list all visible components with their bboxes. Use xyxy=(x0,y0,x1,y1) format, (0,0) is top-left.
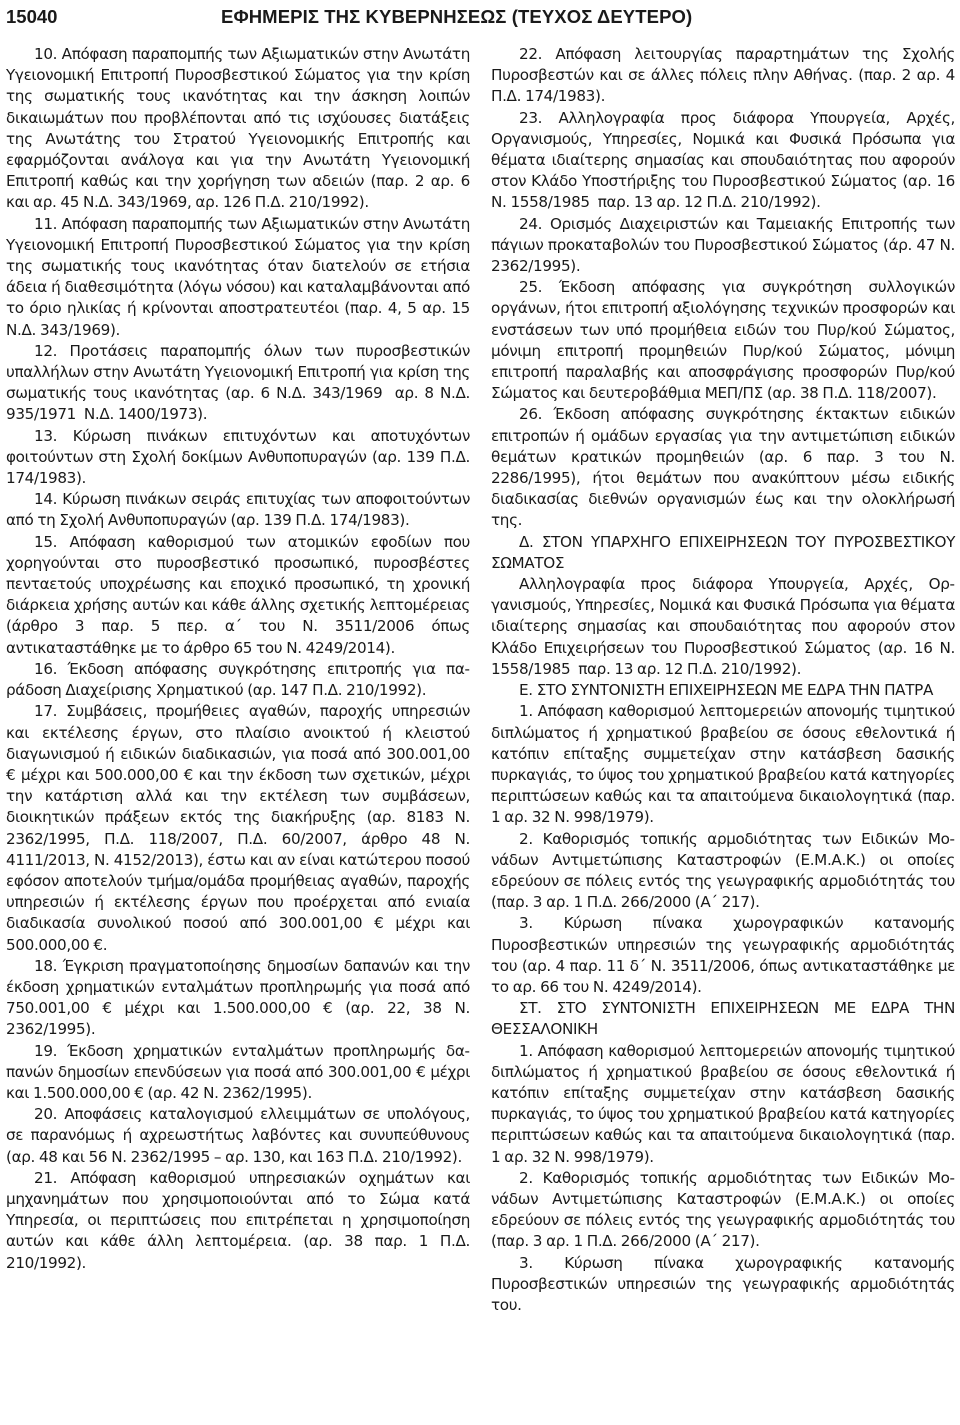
right-column xyxy=(491,44,955,1316)
paragraph-item-18: 18. Έγκριση πραγματοποίησης δημοσίων δαπανών και την έκδοση χρηματικών ενταλμάτων προπληρωμής για ποσά από 750.001,00 € μέχρι και 1.500.000,00 € (αρ. 22, 38 Ν. 2362/1995). xyxy=(6,956,470,1039)
paragraph-item-13: 13. Κύρωση πινάκων επιτυχόντων και αποτυχόντων φοιτούντων στη Σχολή δοκίμων Ανθυποπυραγών (αρ. 139 Π.Δ. 174/1983). xyxy=(6,426,470,488)
paragraph-item-22: 22. Απόφαση λειτουργίας παραρτημάτων της Σχολής Πυροσβεστών και σε άλλες πόλεις πλην Αθήνας. (παρ. 2 αρ. 4 Π.Δ. 174/1983). xyxy=(491,45,955,106)
paragraph-item-11: 11. Απόφαση παραπομπής των Αξιωματικών στην Ανωτάτη Υγειονομική Επιτροπή Πυροσβεστικού Σώματος για την κρίση της σωματικής τους ικανότητας όταν διατελούν σε ετήσια άδεια ή διαθεσιμότητα (λόγω νόσου) και καταλαμβάνονται από το όριο ηλικίας ή κρίνονται αποστρατευτέοι (παρ. 4, 5 αρ. 15 Ν.Δ. 343/1969). xyxy=(6,214,470,339)
paragraph-item-25: 25. Έκδοση απόφασης για συγκρότηση συλλογικών οργάνων, ήτοι επιτροπή αξιολόγησης τεχνικών προσφορών και ενστάσεων των υπό προμήθεια ειδών του Πυρ/κού Σώματος, μόνιμη επιτροπή προμηθειών Πυρ/κού Σώματος, μόνιμη επιτροπή παραλαβής και αποσφράγισης προσφορών Πυρ/κού Σώματος και δευτεροβάθμια ΜΕΠ/ΠΣ (αρ. 38 Π.Δ. 118/2007). xyxy=(491,278,955,403)
paragraph-item-23: 23. Αλληλογραφία προς διάφορα Υπουργεία, Αρχές, Οργανισμούς, Υπηρεσίες, Νομικά και Φυσικά Πρόσωπα για θέματα ιδιαίτερης σημασίας και σπουδαιότητας που αφορούν στον Κλάδο Υποστήριξης του Πυροσβεστικού Σώματος (αρ. 16 Ν. 1558/1985 παρ. 13 αρ. 12 Π.Δ. 210/1992). xyxy=(491,108,955,212)
section-heading-d: Δ. ΣΤΟΝ ΥΠΑΡΧΗΓΟ ΕΠΙΧΕΙΡΗΣΕΩΝ ΤΟΥ ΠΥΡΟΣΒΕΣΤΙΚΟΥ ΣΩΜΑΤΟΣ xyxy=(491,532,955,572)
paragraph-patra-1: 1. Απόφαση καθορισμού λεπτομερειών απονομής τιμητικού διπλώματος ή χρηματικού βραβείου σε όσους εθελοντικά ή κατόπιν επίταξης συμμετείχαν στην κατάσβεση δασικής πυρκαγιάς, το ύψος του χρηματικού βραβείου κατά κατηγορίες περιπτώσεων καθώς και τα απαιτούμενα δικαιολογητικά (παρ. 1 αρ. 32 Ν. 998/1979). xyxy=(491,702,955,827)
paragraph-item-16: 16. Έκδοση απόφασης συγκρότησης επιτροπής για παράδοση Διαχείρισης Χρηματικού (αρ. 147 Π.Δ. 210/1992). xyxy=(6,659,470,700)
paragraph-correspondence: Αλληλογραφία προς διάφορα Υπουργεία, Αρχές, Οργανισμούς, Υπηρεσίες, Νομικά και Φυσικά Πρόσωπα για θέματα ιδιαίτερης σημασίας και σπουδαιότητας που αφορούν στον Κλάδο Επιχειρήσεων του Πυροσβεστικού Σώματος (αρ. 16 Ν. 1558/1985 παρ. 13 αρ. 12 Π.Δ. 210/1992). xyxy=(491,575,955,678)
paragraph-thessaloniki-3: 3. Κύρωση πίνακα χωρογραφικής κατανομής Πυροσβεστικών υπηρεσιών της γεωγραφικής αρμοδιότητάς του. xyxy=(491,1253,955,1314)
paragraph-thessaloniki-2: 2. Καθορισμός τοπικής αρμοδιότητας των Ειδικών Μονάδων Αντιμετώπισης Καταστροφών (Ε.Μ.Α.Κ.) οι οποίες εδρεύουν σε πόλεις εντός της γεωγραφικής αρμοδιότητάς του (παρ. 3 αρ. 1 Π.Δ. 266/2000 (Α΄ 217). xyxy=(491,1168,955,1251)
section-heading-e: Ε. ΣΤΟ ΣΥΝΤΟΝΙΣΤΗ ΕΠΙΧΕΙΡΗΣΕΩΝ ΜΕ ΕΔΡΑ ΤΗΝ ΠΑΤΡΑ xyxy=(519,681,933,700)
paragraph-patra-2: 2. Καθορισμός τοπικής αρμοδιότητας των Ειδικών Μονάδων Αντιμετώπισης Καταστροφών (Ε.Μ.Α.Κ.) οι οποίες εδρεύουν σε πόλεις εντός της γεωγραφικής αρμοδιότητάς του (παρ. 3 αρ. 1 Π.Δ. 266/2000 (Α΄ 217). xyxy=(491,829,955,912)
paragraph-item-24: 24. Ορισμός Διαχειριστών και Ταμειακής Επιτροπής των πάγιων προκαταβολών του Πυροσβεστικού Σώματος (άρ. 47 Ν. 2362/1995). xyxy=(491,214,955,276)
paragraph-item-15: 15. Απόφαση καθορισμού των ατομικών εφοδίων που χορηγούνται στο πυροσβεστικό προσωπικό, πυροσβέστες πενταετούς υποχρέωσης και εποχικό προσωπικό, τη χρονική διάρκεια χρήσης αυτών και κάθε άλλης σχετικής λεπτομέρειας (άρθρο 3 παρ. 5 περ. α΄ του Ν. 3511/2006 όπως αντικαταστάθηκε με το άρθρο 65 του Ν. 4249/2014). xyxy=(6,532,470,657)
paragraph-item-19: 19. Έκδοση χρηματικών ενταλμάτων προπληρωμής δαπανών δημοσίων επενδύσεων για ποσά από 300.001,00 € μέχρι και 1.500.000,00 € (αρ. 42 Ν. 2362/1995). xyxy=(6,1041,470,1102)
paragraph-item-26: 26. Έκδοση απόφασης συγκρότησης έκτακτων ειδικών επιτροπών ή ομάδων εργασίας για την αντιμετώπιση ειδικών θεμάτων κρατικών προμηθειών (αρ. 6 παρ. 3 του Ν. 2286/1995), ήτοι θεμάτων που ανακύπτουν μέσω ειδικής διαδικασίας διεθνών οργανισμών έως και την ολοκλήρωσή της. xyxy=(491,405,955,530)
section-heading-st: ΣΤ. ΣΤΟ ΣΥΝΤΟΝΙΣΤΗ ΕΠΙΧΕΙΡΗΣΕΩΝ ΜΕ ΕΔΡΑ ΤΗΝ ΘΕΣΣΑΛΟΝΙΚΗ xyxy=(491,999,955,1039)
paragraph-item-20: 20. Αποφάσεις καταλογισμού ελλειμμάτων σε υπολόγους, σε παρανόμως ή αχρεωστήτως λαβόντες και συνυπεύθυνους (αρ. 48 και 56 Ν. 2362/1995 – αρ. 130, και 163 Π.Δ. 210/1992). xyxy=(6,1105,470,1166)
paragraph-item-17: 17. Συμβάσεις, προμήθειες αγαθών, παροχής υπηρεσιών και εκτέλεσης έργων, στο πλαίσιο ανοικτού ή κλειστού διαγωνισμού ή ειδικών διαδικασιών, για ποσά από 300.001,00 € μέχρι και 500.000,00 € και την έκδοση των σχετικών, μέχρι την κατάρτιση αλλά και την εκτέλεση των συμβάσεων, διοικητικών πράξεων εκτός της διακήρυξης (αρ. 8183 Ν. 2362/1995, Π.Δ. 118/2007, Π.Δ. 60/2007, άρθρο 48 Ν. 4111/2013, Ν. 4152/2013), έστω και αν είναι κατώτερου ποσού εφόσον αποτελούν τμήμα/ομάδα προμήθειας αγαθών, παροχής υπηρεσιών ή εκτέλεσης έργων που προέρχεται από ενιαία διαδικασία συνολικού ποσού από 300.001,00 € μέχρι και 500.000,00 €. xyxy=(6,702,470,954)
paragraph-item-10: 10. Απόφαση παραπομπής των Αξιωματικών στην Ανωτάτη Υγειονομική Επιτροπή Πυροσβεστικού Σώματος για την κρίση της σωματικής τους ικανότητας και την άσκηση λοιπών δικαιωμάτων που προβλέπονται από τις ισχύουσες διατάξεις της Ανωτάτης του Στρατού Υγειονομικής Επιτροπής και εφαρμόζονται ανάλογα και για την Ανωτάτη Υγειονομική Επιτροπή καθώς και την χορήγηση των αδειών (παρ. 2 αρ. 6 και αρ. 45 Ν.Δ. 343/1969, αρ. 126 Π.Δ. 210/1992). xyxy=(6,45,470,212)
gazette-title: ΕΦΗΜΕΡΙΣ ΤΗΣ ΚΥΒΕΡΝΗΣΕΩΣ (ΤΕΥΧΟΣ ΔΕΥΤΕΡΟ) xyxy=(221,6,693,27)
paragraph-item-14: 14. Κύρωση πινάκων σειράς επιτυχίας των αποφοιτούντων από τη Σχολή Ανθυποπυραγών (αρ. 139 Π.Δ. 174/1983). xyxy=(6,490,470,530)
page-number: 15040 xyxy=(6,6,58,27)
paragraph-item-12: 12. Προτάσεις παραπομπής όλων των πυροσβεστικών υπαλλήλων στην Ανωτάτη Υγειονομική Επιτροπή για κρίση της σωματικής τους ικανότητας (αρ. 6 Ν.Δ. 343/1969 αρ. 8 Ν.Δ. 935/1971 Ν.Δ. 1400/1973). xyxy=(6,341,470,424)
page-header xyxy=(0,6,960,34)
left-column xyxy=(6,44,470,1274)
paragraph-thessaloniki-1: 1. Απόφαση καθορισμού λεπτομερειών απονομής τιμητικού διπλώματος ή χρηματικού βραβείου σε όσους εθελοντικά ή κατόπιν επίταξης συμμετείχαν στην κατάσβεση δασικής πυρκαγιάς, το ύψος του χρηματικού βραβείου κατά κατηγορίες περιπτώσεων καθώς και τα απαιτούμενα δικαιολογητικά (παρ. 1 αρ. 32 Ν. 998/1979). xyxy=(491,1041,955,1166)
paragraph-item-21: 21. Απόφαση καθορισμού υπηρεσιακών οχημάτων και μηχανημάτων που χρησιμοποιούνται από το Σώμα κατά Υπηρεσία, οι περιπτώσεις που επιτρέπεται η χρησιμοποίηση αυτών και κάθε άλλη λεπτομέρεια. (αρ. 38 παρ. 1 Π.Δ. 210/1992). xyxy=(6,1168,470,1272)
paragraph-patra-3: 3. Κύρωση πίνακα χωρογραφικών κατανομής Πυροσβεστικών υπηρεσιών της γεωγραφικής αρμοδιότητάς του (αρ. 4 παρ. 11 δ΄ Ν. 3511/2006, όπως αντικαταστάθηκε με το αρ. 66 του Ν. 4249/2014). xyxy=(491,914,955,996)
